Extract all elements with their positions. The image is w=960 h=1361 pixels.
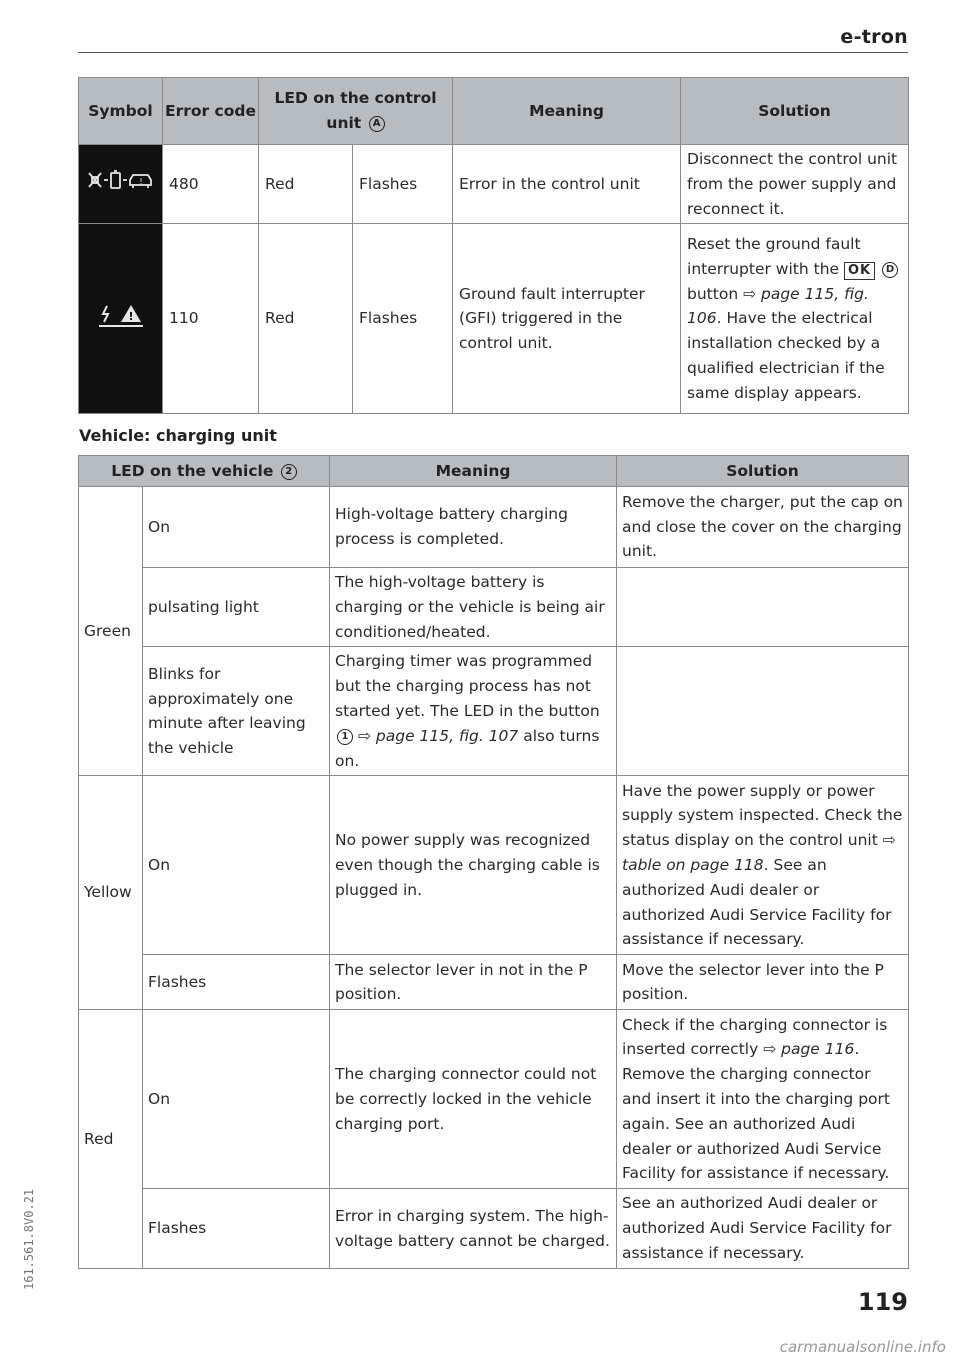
led-state-cell: On — [143, 1010, 330, 1189]
table-row — [79, 647, 909, 776]
solution-cell: Move the selector lever into the P position. — [617, 955, 909, 1010]
svg-text:!: ! — [138, 177, 143, 187]
meaning-cell: Error in charging system. The high-voltage battery cannot be charged. — [330, 1189, 617, 1268]
header-meaning: Meaning — [330, 456, 617, 487]
page-reference[interactable]: page 115, fig. 107 — [375, 726, 519, 745]
led-state-cell: Flashes — [353, 224, 453, 414]
ok-button-label: OK — [844, 262, 875, 280]
led-group-red: Red — [79, 1010, 143, 1268]
meaning-cell: Charging timer was programmed but the charging process has not started yet. The LED in the button 1 ⇨ page 115, fig. 107 also turns on. — [330, 647, 617, 776]
led-state-cell: Flashes — [143, 955, 330, 1010]
table-row — [79, 1010, 909, 1189]
table-row — [79, 224, 909, 414]
solution-cell — [617, 647, 909, 776]
led-state-cell: Blinks for approximately one minute after leaving the vehicle — [143, 647, 330, 776]
page-reference[interactable]: table on page 118 — [622, 855, 764, 874]
solution-cell: Reset the ground fault interrupter with the OK D button ⇨ page 115, fig. 106. Have the electrical installation checked by a qualified electrician if the same display appears. — [681, 224, 909, 414]
header-meaning: Meaning — [453, 78, 681, 145]
led-color-cell: Red — [259, 145, 353, 224]
solution-cell: Check if the charging connector is inserted correctly ⇨ page 116. Remove the charging connector and insert it into the charging port again. See an authorized Audi dealer or authorized Audi Service Facility for assistance if necessary. — [617, 1010, 909, 1189]
charging-unit-led-table — [78, 455, 909, 1269]
meaning-cell: High-voltage battery charging process is completed. — [330, 487, 617, 568]
ground-fault-warning-icon — [93, 300, 149, 330]
page-reference[interactable]: page 115, fig. 106 — [687, 284, 869, 328]
header-divider — [78, 52, 908, 53]
table-row — [79, 776, 909, 955]
watermark: carmanualsonline.info — [779, 1338, 946, 1356]
error-code-cell: 110 — [163, 224, 259, 414]
error-code-cell: 480 — [163, 145, 259, 224]
header-solution: Solution — [681, 78, 909, 145]
table-row — [79, 568, 909, 647]
led-state-cell: On — [143, 487, 330, 568]
table-row — [79, 955, 909, 1010]
meaning-cell: The selector lever in not in the P position. — [330, 955, 617, 1010]
table-row — [79, 1189, 909, 1268]
plug-battery-car-warning-icon — [83, 165, 159, 195]
meaning-cell: No power supply was recognized even though the charging cable is plugged in. — [330, 776, 617, 955]
page-header-title: e-tron — [840, 26, 908, 48]
document-code: 161.561.8V0.21 — [22, 1188, 36, 1290]
meaning-cell: The high-voltage battery is charging or the vehicle is being air conditioned/heated. — [330, 568, 617, 647]
meaning-cell: Ground fault interrupter (GFI) triggered in the control unit. — [453, 224, 681, 414]
svg-text:!: ! — [127, 309, 134, 323]
section-title: Vehicle: charging unit — [79, 426, 277, 445]
led-state-cell: pulsating light — [143, 568, 330, 647]
marker-a: A — [369, 116, 385, 132]
header-symbol: Symbol — [79, 78, 163, 145]
solution-cell: Have the power supply or power supply system inspected. Check the status display on the control unit ⇨ table on page 118. See an authorized Audi dealer or authorized Audi Service Facility for assistance if necessary. — [617, 776, 909, 955]
solution-cell — [617, 568, 909, 647]
led-state-cell: Flashes — [353, 145, 453, 224]
solution-cell: Remove the charger, put the cap on and close the cover on the charging unit. — [617, 487, 909, 568]
solution-cell: Disconnect the control unit from the power supply and reconnect it. — [681, 145, 909, 224]
led-group-yellow: Yellow — [79, 776, 143, 1010]
page-number: 119 — [857, 1288, 908, 1316]
led-state-cell: Flashes — [143, 1189, 330, 1268]
symbol-cell — [79, 224, 163, 414]
marker-d: D — [882, 262, 898, 278]
table-header-row — [79, 78, 909, 145]
led-state-cell: On — [143, 776, 330, 955]
control-unit-error-table — [78, 77, 909, 414]
led-color-cell: Red — [259, 224, 353, 414]
header-error-code: Error code — [163, 78, 259, 145]
header-led-control-unit: LED on the control unit A — [259, 78, 453, 145]
page-reference[interactable]: page 116 — [781, 1040, 855, 1059]
header-solution: Solution — [617, 456, 909, 487]
marker-1: 1 — [337, 729, 353, 745]
table-row — [79, 487, 909, 568]
led-group-green: Green — [79, 487, 143, 776]
header-led-vehicle: LED on the vehicle 2 — [79, 456, 330, 487]
marker-2: 2 — [281, 464, 297, 480]
symbol-cell — [79, 145, 163, 224]
solution-cell: See an authorized Audi dealer or authorized Audi Service Facility for assistance if necessary. — [617, 1189, 909, 1268]
meaning-cell: Error in the control unit — [453, 145, 681, 224]
table-row — [79, 145, 909, 224]
meaning-cell: The charging connector could not be correctly locked in the vehicle charging port. — [330, 1010, 617, 1189]
table-header-row — [79, 456, 909, 487]
